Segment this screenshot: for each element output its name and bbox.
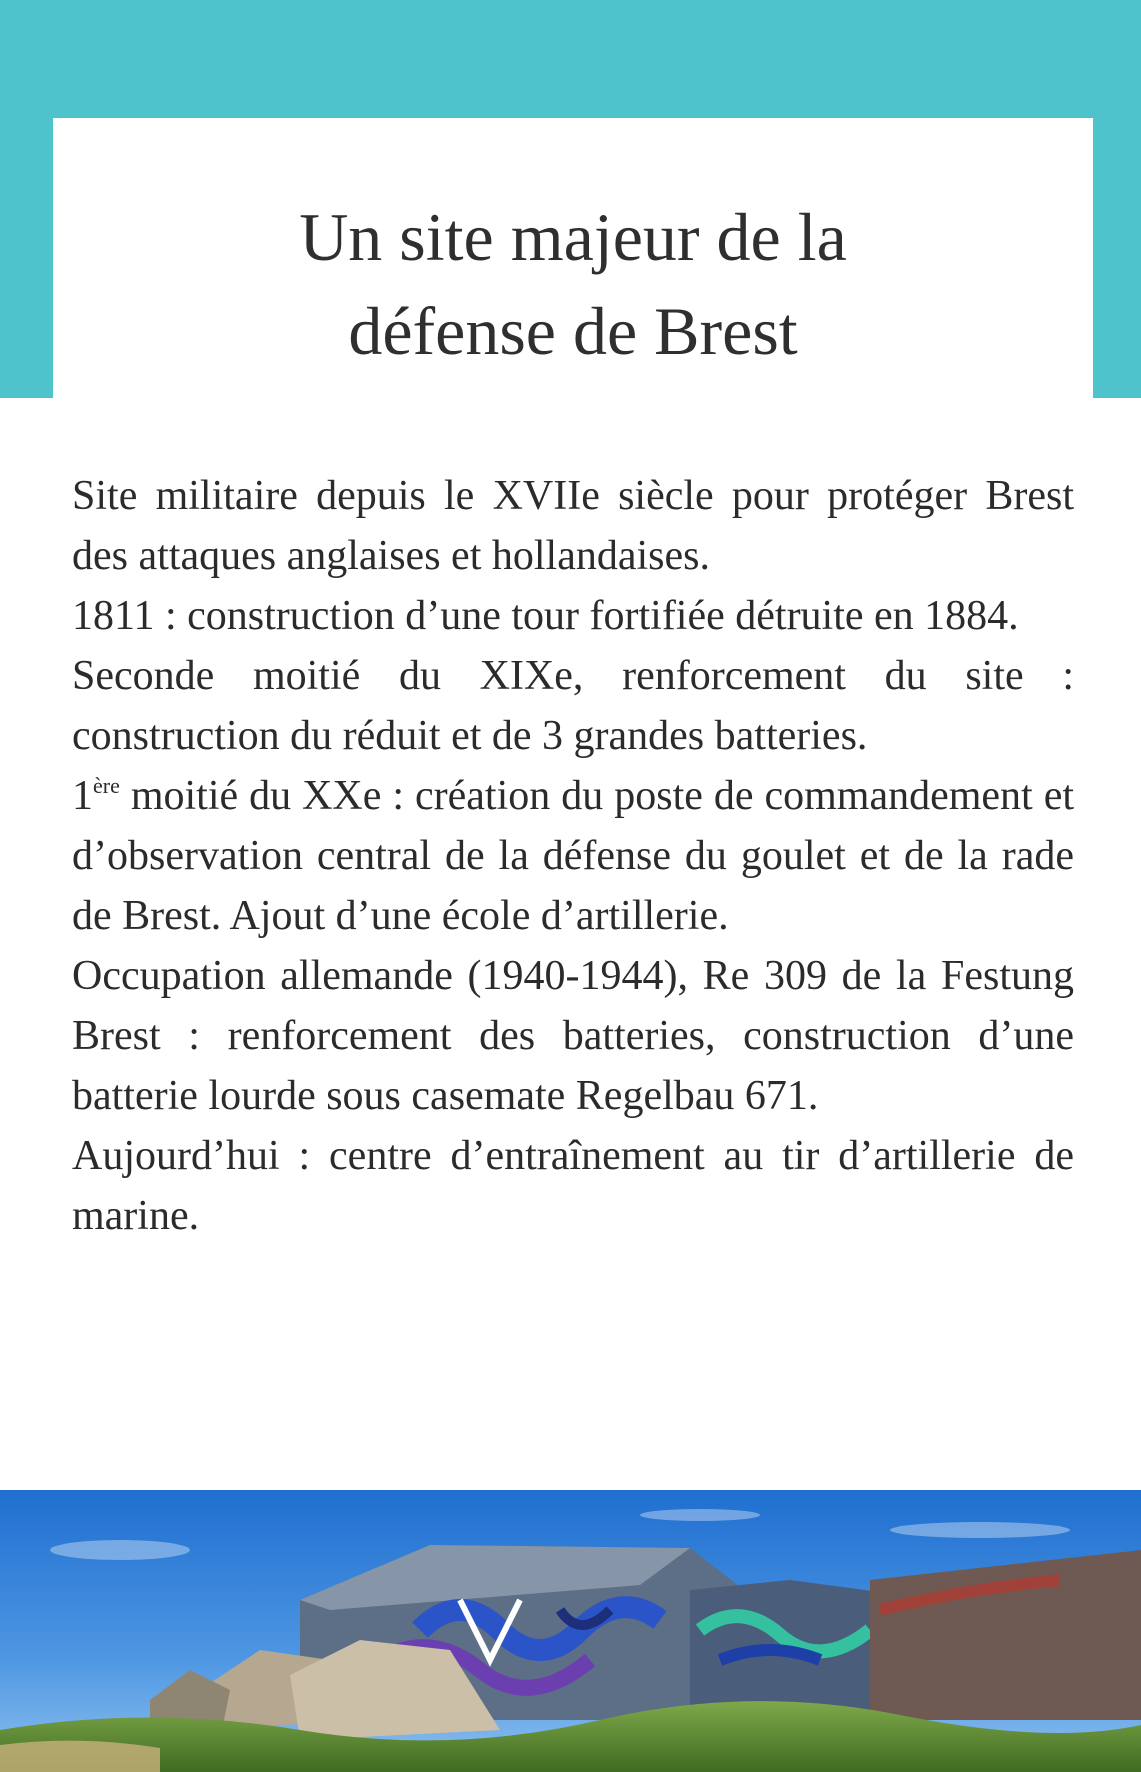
paragraph-20th xyxy=(72,766,1074,946)
title-line-1: Un site majeur de la xyxy=(299,199,847,275)
bunker-photo xyxy=(0,1490,1141,1772)
paragraph-history-17th: Site militaire depuis le XVIIe siècle pour protéger Brest des attaques anglaises et hollandaises. xyxy=(72,473,1074,579)
paragraph-19th: Seconde moitié du XIXe, renforcement du site : construction du réduit et de 3 grandes batteries. xyxy=(72,653,1074,759)
paragraph-today: Aujourd’hui : centre d’entraînement au tir d’artillerie de marine. xyxy=(72,1133,1074,1239)
body-text xyxy=(72,466,1074,1246)
bunker-illustration xyxy=(0,1490,1141,1772)
bunker-right xyxy=(870,1550,1141,1720)
page-title xyxy=(53,190,1093,378)
title-card xyxy=(53,118,1093,418)
ordinal-superscript: ère xyxy=(93,773,120,798)
title-line-2: défense de Brest xyxy=(348,293,798,369)
paragraph-1811: 1811 : construction d’une tour fortifiée détruite en 1884. xyxy=(72,593,1019,639)
paragraph-20th-text: moitié du XXe : création du poste de commandement et d’observation central de la défense du goulet et de la rade de Brest. Ajout d’une école d’artillerie. xyxy=(72,773,1074,939)
ordinal-number: 1 xyxy=(72,773,93,819)
path xyxy=(0,1741,160,1772)
paragraph-occupation: Occupation allemande (1940-1944), Re 309 de la Festung Brest : renforcement des batteries, construction d’une batterie lourde sous casemate Regelbau 671. xyxy=(72,953,1074,1119)
